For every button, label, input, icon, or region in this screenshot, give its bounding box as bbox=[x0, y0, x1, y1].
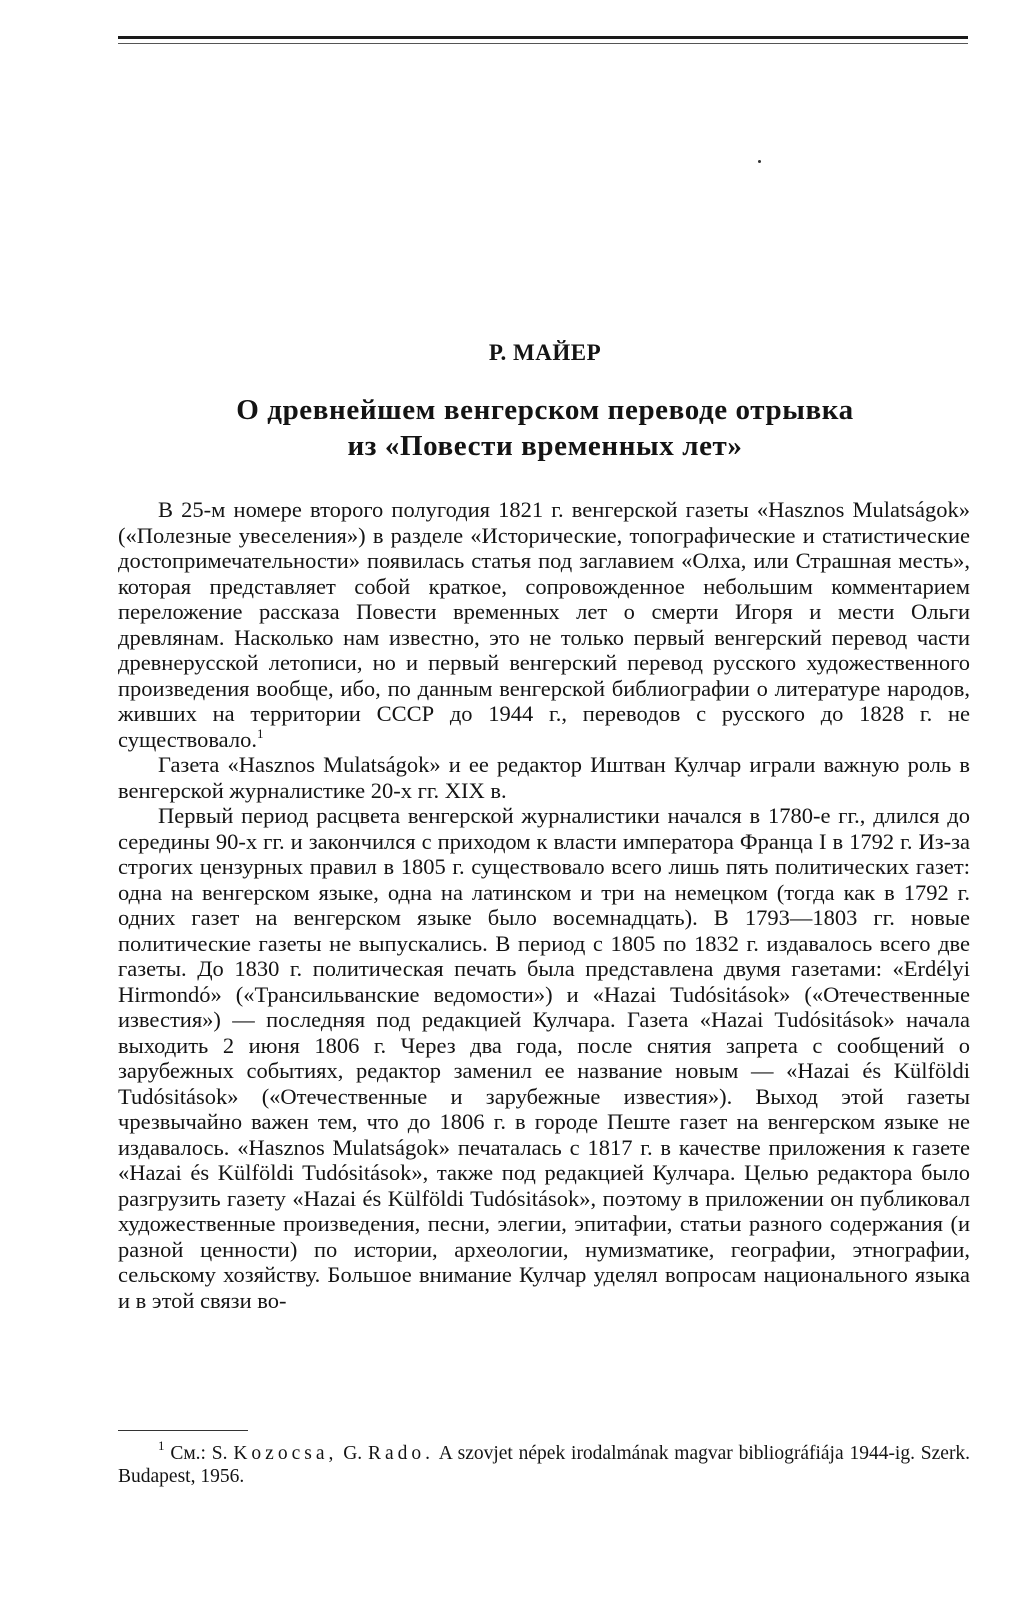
top-rule-thin bbox=[118, 43, 968, 44]
paragraph-1-text: В 25-м номере второго полугодия 1821 г. венгерской газеты «Hasznos Mulatságok» («Полезные увеселения») в разделе «Исторические, топографические и статистические достопримечательности» появилась статья под заглавием «Олха, или Страшная месть», которая представляет собой краткое, сопровожденное небольшим комментарием переложение рассказа Повести временных лет о смерти Игоря и мести Ольги древлянам. Насколько нам известно, это не только первый венгерский перевод части древнерусской летописи, но и первый венгерский перевод русского художественного произведения вообще, ибо, по данным венгерской библиографии о литературе народов, живших на территории СССР до 1944 г., переводов с русского до 1828 г. не существовало. bbox=[118, 497, 970, 752]
footnote-marker: 1 bbox=[158, 1438, 165, 1453]
title-line-1: О древнейшем венгерском переводе отрывка bbox=[236, 394, 854, 426]
paragraph-1 bbox=[118, 497, 970, 752]
footnote-author-1: Kozocsa, bbox=[233, 1443, 338, 1464]
article-title bbox=[0, 392, 1034, 464]
footnote-author-2-initial: G. bbox=[343, 1443, 363, 1464]
article-body bbox=[118, 497, 970, 1313]
footnote-citation: A szovjet népek irodalmának magvar bibliográfiája 1944-ig. Szerk. Budapest, 1956. bbox=[118, 1443, 971, 1487]
title-line-2: из «Повести временных лет» bbox=[347, 430, 743, 462]
footnote-rule bbox=[118, 1430, 248, 1431]
paragraph-2: Газета «Hasznos Mulatságok» и ее редактор Иштван Кулчар играли важную роль в венгерской журналистике 20-х гг. XIX в. bbox=[118, 752, 970, 803]
footnote-ref[interactable]: 1 bbox=[256, 725, 264, 741]
top-rule bbox=[118, 36, 968, 39]
footnote bbox=[118, 1438, 971, 1488]
footnote-prefix: См.: S. bbox=[170, 1443, 228, 1464]
footnote-text bbox=[118, 1438, 971, 1488]
footnote-author-2: Rado. bbox=[367, 1443, 435, 1464]
print-speck bbox=[758, 160, 761, 163]
paragraph-3: Первый период расцвета венгерской журналистики начался в 1780-е гг., длился до середины 90-х гг. и закончился с приходом к власти императора Франца I в 1792 г. Из-за строгих цензурных правил в 1805 г. существовало всего лишь пять политических газет: одна на венгерском языке, одна на латинском и три на немецком (тогда как в 1792 г. одних газет на венгерском языке было восемнадцать). В 1793—1803 гг. новые политические газеты не выпускались. В период с 1805 по 1832 г. издавалось всего две газеты. До 1830 г. политическая печать была представлена двумя газетами: «Erdélyi Hirmondó» («Трансильванские ведомости») и «Hazai Tudósitások» («Отечественные известия») — последняя под редакцией Кулчара. Газета «Hazai Tudósitások» начала выходить 2 июня 1806 г. Через два года, после снятия запрета с сообщений о зарубежных событиях, редактор заменил ее название новым — «Hazai és Külföldi Tudósitások» («Отечественные и зарубежные известия»). Выход этой газеты чрезвычайно важен тем, что до 1806 г. в городе Пеште газет на венгерском языке не издавалось. «Hasznos Mulatságok» печаталась с 1817 г. в качестве приложения к газете «Hazai és Külföldi Tudósitások», также под редакцией Кулчара. Целью редактора было разгрузить газету «Hazai és Külföldi Tudósitások», поэтому в приложении он публиковал художественные произведения, песни, элегии, эпитафии, статьи разного содержания (и разной ценности) по истории, археологии, нумизматике, географии, этнографии, сельскому хозяйству. Большое внимание Кулчар уделял вопросам национального языка и в этой связи во- bbox=[118, 803, 970, 1313]
author-name: Р. МАЙЕР bbox=[488, 340, 602, 365]
